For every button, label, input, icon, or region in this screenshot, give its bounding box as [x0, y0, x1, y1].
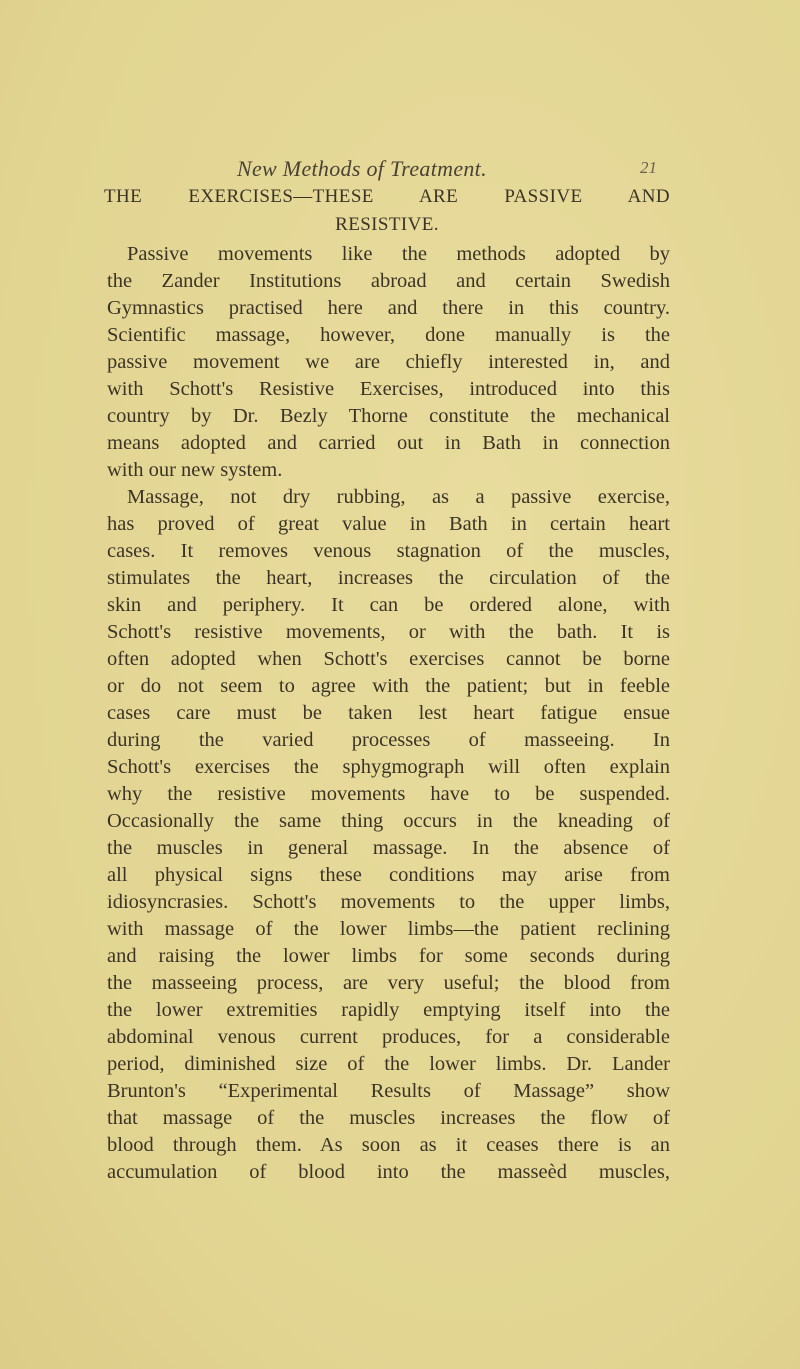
text-line: skin and periphery. It can be ordered alone, with	[107, 594, 670, 616]
page-number: 21	[640, 158, 657, 177]
text-line: means adopted and carried out in Bath in connection	[107, 432, 670, 454]
text-line: the lower extremities rapidly emptying itself into the	[107, 999, 670, 1021]
text-line: Gymnastics practised here and there in this country.	[107, 297, 670, 319]
running-head	[0, 156, 800, 182]
text-line: Massage, not dry rubbing, as a passive exercise,	[127, 486, 670, 508]
heading-line: RESISTIVE.	[335, 214, 439, 235]
text-line: and raising the lower limbs for some seconds during	[107, 945, 670, 967]
text-line: passive movement we are chiefly interested in, and	[107, 351, 670, 373]
text-line: cases. It removes venous stagnation of the muscles,	[107, 540, 670, 562]
text-line: that massage of the muscles increases the flow of	[107, 1107, 670, 1129]
text-line: during the varied processes of masseeing. In	[107, 729, 670, 751]
section-heading	[104, 183, 670, 239]
text-line: abdominal venous current produces, for a considerable	[107, 1026, 670, 1048]
heading-line: THE EXERCISES—THESE ARE PASSIVE AND	[104, 186, 670, 207]
text-line: Brunton's “Experimental Results of Massage” show	[107, 1080, 670, 1102]
text-line: or do not seem to agree with the patient; but in feeble	[107, 675, 670, 697]
text-line: the muscles in general massage. In the absence of	[107, 837, 670, 859]
text-line: accumulation of blood into the masseèd muscles,	[107, 1161, 670, 1183]
text-line: with Schott's Resistive Exercises, introduced into this	[107, 378, 670, 400]
text-line: Scientific massage, however, done manually is the	[107, 324, 670, 346]
body-text	[107, 241, 670, 1186]
text-line: the masseeing process, are very useful; the blood from	[107, 972, 670, 994]
text-line: country by Dr. Bezly Thorne constitute the mechanical	[107, 405, 670, 427]
text-line: with our new system.	[107, 459, 283, 481]
text-line: stimulates the heart, increases the circulation of the	[107, 567, 670, 589]
text-line: the Zander Institutions abroad and certain Swedish	[107, 270, 670, 292]
text-line: idiosyncrasies. Schott's movements to the upper limbs,	[107, 891, 670, 913]
running-title: New Methods of Treatment.	[237, 156, 487, 181]
text-line: why the resistive movements have to be suspended.	[107, 783, 670, 805]
text-line: often adopted when Schott's exercises cannot be borne	[107, 648, 670, 670]
text-line: with massage of the lower limbs—the patient reclining	[107, 918, 670, 940]
text-line: Schott's exercises the sphygmograph will often explain	[107, 756, 670, 778]
text-line: Schott's resistive movements, or with the bath. It is	[107, 621, 670, 643]
text-line: has proved of great value in Bath in certain heart	[107, 513, 670, 535]
text-line: Occasionally the same thing occurs in the kneading of	[107, 810, 670, 832]
text-line: Passive movements like the methods adopted by	[127, 243, 670, 265]
text-line: blood through them. As soon as it ceases there is an	[107, 1134, 670, 1156]
text-line: cases care must be taken lest heart fatigue ensue	[107, 702, 670, 724]
text-line: period, diminished size of the lower limbs. Dr. Lander	[107, 1053, 670, 1075]
text-line: all physical signs these conditions may arise from	[107, 864, 670, 886]
